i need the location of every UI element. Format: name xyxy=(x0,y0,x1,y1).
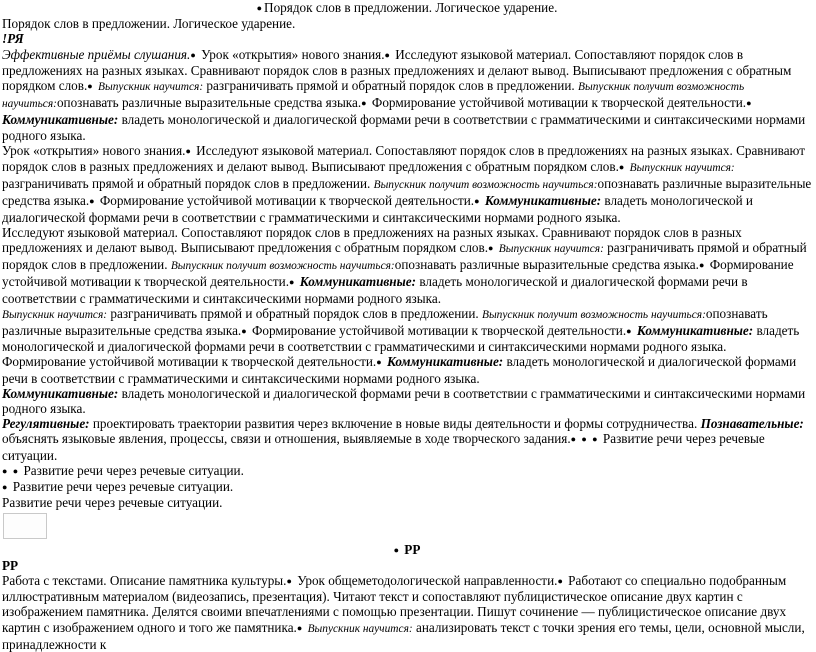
paragraph-1: Эффективные приёмы слушания.● Урок «открытия» нового знания.● Исследуют языковой материал. Сопоставляют порядок слов в предложениях на разных языках. Сравнивают порядок слов в разных предложениях и делают вывод. Выписывают предложения с обратным порядком слов.● Выпускник научится: разграничивать прямой и обратный порядок слов в предложении. Выпускник получит возможность научиться:опознавать различные выразительные средства языка.● Формирование устойчивой мотивации к творческой деятельности.● Коммуникативные: владеть монологической и диалогической формами речи в соответствии с грамматическими и синтаксическими нормами родного языка. xyxy=(2,47,812,143)
paragraph-9: ● Развитие речи через речевые ситуации. xyxy=(2,479,812,495)
rr-center-heading: ● РР xyxy=(2,542,812,558)
lesson-title: Порядок слов в предложении. Логическое ударение. xyxy=(2,16,296,32)
paragraph-8: ● ● Развитие речи через речевые ситуации. xyxy=(2,463,812,479)
rr-heading: РР xyxy=(2,557,19,573)
paragraph-11: Работа с текстами. Описание памятника культуры.● Урок общеметодологической направленности.● Работают со специально подобранным иллюстративным материалом (видеозапись, презентация). Читают текст и сопоставляют публицистическое описание двух картин с изображением памятника. Делятся своими впечатлениями с помощью презентации. Пишут сочинение — публицистическое описание двух картин с изображением одного и того же памятника.● Выпускник научится: анализировать текст с точки зрения его темы, цели, основной мысли, принадлежности к xyxy=(2,573,812,652)
image-placeholder xyxy=(3,513,47,539)
document-title: ● Порядок слов в предложении. Логическое ударение. xyxy=(2,0,812,16)
paragraph-6: Коммуникативные: владеть монологической и диалогической формами речи в соответствии с грамматическими и синтаксическими нормами родного языка. xyxy=(2,385,806,417)
paragraph-3: Исследуют языковой материал. Сопоставляют порядок слов в предложениях на разных языках. Сравнивают порядок слов в разных предложениях и делают вывод. Выписывают предложения с обратным порядком слов.● Выпускник научится: разграничивать прямой и обратный порядок слов в предложении. Выпускник получит возможность научиться:опознавать различные выразительные средства языка.● Формирование устойчивой мотивации к творческой деятельности.● Коммуникативные: владеть монологической и диалогической формами речи в соответствии с грамматическими и синтаксическими нормами родного языка. xyxy=(2,225,812,306)
paragraph-2: Урок «открытия» нового знания.● Исследуют языковой материал. Сопоставляют порядок слов в предложениях на разных языках. Сравнивают порядок слов в разных предложениях и делают вывод. Выписывают предложения с обратным порядком слов.● Выпускник научится: разграничивать прямой и обратный порядок слов в предложении. Выпускник получит возможность научиться:опознавать различные выразительные средства языка.● Формирование устойчивой мотивации к творческой деятельности.● Коммуникативные: владеть монологической и диалогической формами речи в соответствии с грамматическими и синтаксическими нормами родного языка. xyxy=(2,143,812,225)
paragraph-10: Развитие речи через речевые ситуации. xyxy=(2,495,223,511)
document-page xyxy=(2,0,812,652)
paragraph-4: Выпускник научится: разграничивать прямой и обратный порядок слов в предложении. Выпускник получит возможность научиться:опознавать различные выразительные средства языка.● Формирование устойчивой мотивации к творческой деятельности.● Коммуникативные: владеть монологической и диалогической формами речи в соответствии с грамматическими и синтаксическими нормами родного языка. xyxy=(2,306,812,355)
paragraph-5: Формирование устойчивой мотивации к творческой деятельности.● Коммуникативные: владеть монологической и диалогической формами речи в соответствии с грамматическими и синтаксическими нормами родного языка. xyxy=(2,354,812,385)
paragraph-7: Регулятивные: проектировать траектории развития через включение в новые виды деятельности и формы сотрудничества. Познавательные: объяснять языковые явления, процессы, связи и отношения, выявляемые в ходе творческого задания.● ● ● Развитие речи через речевые ситуации. xyxy=(2,416,812,463)
section-label: !РЯ xyxy=(2,31,24,47)
